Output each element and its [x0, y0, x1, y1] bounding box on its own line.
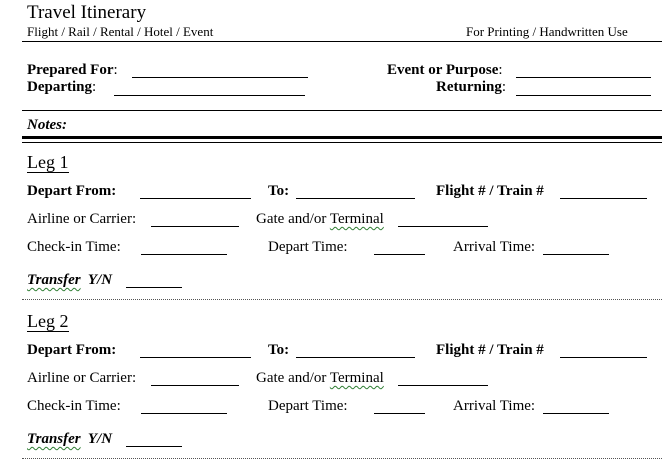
leg-1-flight-train-field[interactable]: [560, 198, 647, 199]
leg-1-to-label: To:: [268, 183, 290, 199]
leg-2-flight-train-field[interactable]: [560, 357, 647, 358]
leg-1-arrival-time-label: Arrival Time:: [453, 239, 536, 255]
leg-2-depart-time-field[interactable]: [374, 413, 425, 414]
leg-1-airline-label: Airline or Carrier:: [27, 211, 137, 227]
leg-1-depart-time-label: Depart Time:: [268, 239, 348, 255]
departing-label: Departing:: [27, 79, 97, 95]
leg-1-depart-from-field[interactable]: [140, 198, 251, 199]
departing-field[interactable]: [114, 95, 305, 96]
prepared-for-field[interactable]: [132, 77, 308, 78]
returning-label: Returning:: [436, 79, 507, 95]
leg-1-to-field[interactable]: [296, 198, 415, 199]
notes-label: Notes:: [27, 117, 67, 133]
header-rule: [22, 41, 662, 42]
leg-1-depart-from-label: Depart From:: [27, 183, 117, 199]
leg-2-checkin-label: Check-in Time:: [27, 398, 121, 414]
leg-2-transfer-label: Transfer Y/N: [27, 431, 113, 447]
event-purpose-label: Event or Purpose:: [387, 62, 503, 78]
leg-2-airline-label: Airline or Carrier:: [27, 370, 137, 386]
leg-1-checkin-label: Check-in Time:: [27, 239, 121, 255]
leg-1-checkin-field[interactable]: [141, 254, 227, 255]
leg-2-depart-time-label: Depart Time:: [268, 398, 348, 414]
leg-1-airline-field[interactable]: [151, 226, 239, 227]
leg-separator: [22, 299, 662, 300]
leg-1-flight-train-label: Flight # / Train #: [436, 183, 544, 199]
leg-1-transfer-field[interactable]: [126, 287, 182, 288]
leg-2-to-label: To:: [268, 342, 290, 358]
print-note: For Printing / Handwritten Use: [466, 24, 628, 39]
leg-1-title-underline: [27, 172, 69, 173]
info-rule: [22, 110, 662, 111]
leg-2-checkin-field[interactable]: [141, 413, 227, 414]
notes-rule-thin: [22, 142, 662, 143]
leg-2-airline-field[interactable]: [151, 385, 239, 386]
event-purpose-field[interactable]: [516, 77, 651, 78]
page-title: Travel Itinerary: [27, 2, 147, 23]
leg-2-flight-train-label: Flight # / Train #: [436, 342, 544, 358]
leg-1-gate-field[interactable]: [398, 226, 488, 227]
leg-2-title-underline: [27, 331, 69, 332]
leg-1-gate-label: Gate and/or Terminal: [256, 211, 384, 227]
leg-2-title: Leg 2: [27, 311, 69, 331]
leg-2-gate-field[interactable]: [398, 385, 488, 386]
leg-1-transfer-label: Transfer Y/N: [27, 272, 113, 288]
leg-separator-bottom: [22, 458, 662, 459]
notes-rule-thick: [22, 136, 662, 139]
prepared-for-label: Prepared For:: [27, 62, 118, 78]
leg-2-gate-label: Gate and/or Terminal: [256, 370, 384, 386]
leg-2-arrival-time-label: Arrival Time:: [453, 398, 536, 414]
leg-2-transfer-field[interactable]: [126, 446, 182, 447]
leg-1-title: Leg 1: [27, 152, 69, 172]
leg-2-depart-from-label: Depart From:: [27, 342, 117, 358]
returning-field[interactable]: [516, 95, 651, 96]
leg-2-depart-from-field[interactable]: [140, 357, 251, 358]
leg-2-arrival-time-field[interactable]: [543, 413, 609, 414]
page-subtitle: Flight / Rail / Rental / Hotel / Event: [27, 24, 214, 39]
leg-1-depart-time-field[interactable]: [374, 254, 425, 255]
leg-1-arrival-time-field[interactable]: [543, 254, 609, 255]
leg-2-to-field[interactable]: [296, 357, 415, 358]
